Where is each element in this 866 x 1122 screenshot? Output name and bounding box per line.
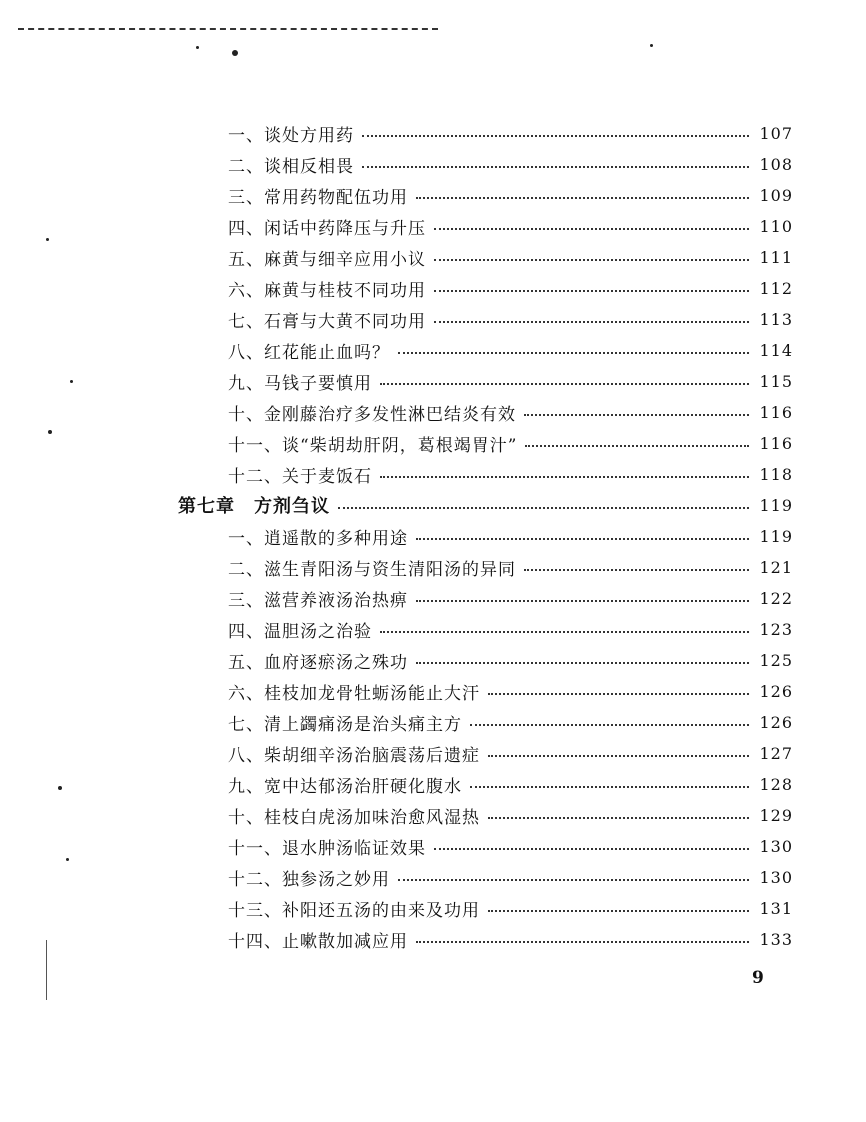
entry-page-number: 129 bbox=[759, 805, 793, 825]
toc-entry bbox=[228, 428, 793, 458]
dot-leader bbox=[434, 290, 749, 292]
entry-title: 三、滋营养液汤治热痹 bbox=[228, 590, 408, 611]
dot-leader bbox=[525, 445, 749, 447]
entry-title: 十一、谈“柴胡劫肝阴，葛根竭胃汁” bbox=[228, 435, 518, 456]
entry-page-number: 119 bbox=[759, 495, 793, 515]
entry-title: 十、桂枝白虎汤加味治愈风湿热 bbox=[228, 807, 480, 828]
entry-page-number: 111 bbox=[759, 247, 793, 267]
dot-leader bbox=[470, 724, 749, 726]
dot-leader bbox=[338, 507, 749, 509]
entry-page-number: 122 bbox=[759, 588, 793, 608]
entry-title: 八、柴胡细辛汤治脑震荡后遗症 bbox=[228, 745, 480, 766]
entry-page-number: 109 bbox=[759, 185, 793, 205]
page-number: 9 bbox=[752, 968, 764, 988]
entry-title: 第七章 方剂刍议 bbox=[178, 496, 330, 517]
scan-top-rule bbox=[18, 28, 438, 30]
toc-entry bbox=[228, 366, 793, 396]
entry-page-number: 108 bbox=[759, 154, 793, 174]
toc-entry bbox=[228, 893, 793, 923]
toc-entry bbox=[228, 707, 793, 737]
entry-title: 五、血府逐瘀汤之殊功 bbox=[228, 652, 408, 673]
toc-entry bbox=[228, 211, 793, 241]
entry-page-number: 125 bbox=[759, 650, 793, 670]
dot-leader bbox=[380, 631, 749, 633]
toc-entry bbox=[228, 273, 793, 303]
entry-page-number: 128 bbox=[759, 774, 793, 794]
entry-page-number: 121 bbox=[759, 557, 793, 577]
entry-page-number: 131 bbox=[759, 898, 793, 918]
entry-page-number: 114 bbox=[759, 340, 793, 360]
dot-leader bbox=[488, 693, 749, 695]
toc-entry bbox=[228, 118, 793, 148]
entry-page-number: 115 bbox=[759, 371, 793, 391]
dot-leader bbox=[470, 786, 749, 788]
entry-title: 九、马钱子要慎用 bbox=[228, 373, 372, 394]
entry-title: 六、桂枝加龙骨牡蛎汤能止大汗 bbox=[228, 683, 480, 704]
entry-title: 二、谈相反相畏 bbox=[228, 156, 354, 177]
scan-speck bbox=[66, 858, 69, 861]
dot-leader bbox=[434, 259, 749, 261]
toc-entry bbox=[228, 149, 793, 179]
toc-entry bbox=[228, 304, 793, 334]
entry-title: 七、石膏与大黄不同功用 bbox=[228, 311, 426, 332]
entry-page-number: 110 bbox=[759, 216, 793, 236]
entry-page-number: 126 bbox=[759, 712, 793, 732]
entry-title: 十四、止嗽散加减应用 bbox=[228, 931, 408, 952]
chapter-heading-row bbox=[178, 490, 793, 520]
entry-page-number: 118 bbox=[759, 464, 793, 484]
toc-entry bbox=[228, 335, 793, 365]
entry-title: 一、谈处方用药 bbox=[228, 125, 354, 146]
entry-page-number: 113 bbox=[759, 309, 793, 329]
toc-entry bbox=[228, 521, 793, 551]
dot-leader bbox=[488, 755, 749, 757]
scan-speck bbox=[196, 46, 199, 49]
entry-page-number: 119 bbox=[759, 526, 793, 546]
entry-title: 四、温胆汤之治验 bbox=[228, 621, 372, 642]
dot-leader bbox=[398, 879, 749, 881]
scan-speck bbox=[58, 786, 62, 790]
entry-page-number: 130 bbox=[759, 836, 793, 856]
toc-entry bbox=[228, 738, 793, 768]
dot-leader bbox=[380, 476, 749, 478]
entry-title: 六、麻黄与桂枝不同功用 bbox=[228, 280, 426, 301]
dot-leader bbox=[434, 848, 749, 850]
scan-speck bbox=[232, 50, 238, 56]
dot-leader bbox=[434, 228, 749, 230]
toc-entry bbox=[228, 645, 793, 675]
entry-title: 十一、退水肿汤临证效果 bbox=[228, 838, 426, 859]
dot-leader bbox=[416, 197, 749, 199]
dot-leader bbox=[398, 352, 749, 354]
toc-entry bbox=[228, 800, 793, 830]
entry-page-number: 130 bbox=[759, 867, 793, 887]
dot-leader bbox=[524, 569, 749, 571]
entry-title: 九、宽中达郁汤治肝硬化腹水 bbox=[228, 776, 462, 797]
scan-margin-line bbox=[46, 940, 47, 1000]
dot-leader bbox=[416, 662, 749, 664]
toc-entry bbox=[228, 242, 793, 272]
entry-title: 八、红花能止血吗？ bbox=[228, 342, 390, 363]
toc-entry bbox=[228, 769, 793, 799]
entry-title: 十二、关于麦饭石 bbox=[228, 466, 372, 487]
scan-speck bbox=[48, 430, 52, 434]
entry-page-number: 112 bbox=[759, 278, 793, 298]
entry-page-number: 126 bbox=[759, 681, 793, 701]
scan-speck bbox=[70, 380, 73, 383]
toc-entry bbox=[228, 831, 793, 861]
dot-leader bbox=[362, 166, 749, 168]
entry-title: 一、逍遥散的多种用途 bbox=[228, 528, 408, 549]
scan-speck bbox=[650, 44, 653, 47]
toc-entry bbox=[228, 924, 793, 954]
entry-title: 十二、独参汤之妙用 bbox=[228, 869, 390, 890]
dot-leader bbox=[362, 135, 749, 137]
dot-leader bbox=[524, 414, 749, 416]
toc-entry bbox=[228, 583, 793, 613]
entry-title: 四、闲话中药降压与升压 bbox=[228, 218, 426, 239]
entry-title: 十三、补阳还五汤的由来及功用 bbox=[228, 900, 480, 921]
entry-page-number: 116 bbox=[759, 402, 793, 422]
dot-leader bbox=[416, 600, 749, 602]
dot-leader bbox=[434, 321, 749, 323]
toc-entry bbox=[228, 459, 793, 489]
toc-entry bbox=[228, 180, 793, 210]
entry-title: 七、清上蠲痛汤是治头痛主方 bbox=[228, 714, 462, 735]
toc-entry bbox=[228, 552, 793, 582]
entry-title: 三、常用药物配伍功用 bbox=[228, 187, 408, 208]
dot-leader bbox=[416, 941, 749, 943]
entry-title: 十、金刚藤治疗多发性淋巴结炎有效 bbox=[228, 404, 516, 425]
entry-page-number: 127 bbox=[759, 743, 793, 763]
dot-leader bbox=[380, 383, 749, 385]
entry-page-number: 133 bbox=[759, 929, 793, 949]
entry-title: 五、麻黄与细辛应用小议 bbox=[228, 249, 426, 270]
dot-leader bbox=[488, 910, 749, 912]
entry-page-number: 123 bbox=[759, 619, 793, 639]
toc-entry bbox=[228, 676, 793, 706]
scan-speck bbox=[46, 238, 49, 241]
entry-title: 二、滋生青阳汤与资生清阳汤的异同 bbox=[228, 559, 516, 580]
entry-page-number: 116 bbox=[759, 433, 793, 453]
toc-entry bbox=[228, 397, 793, 427]
dot-leader bbox=[488, 817, 749, 819]
entry-page-number: 107 bbox=[759, 123, 793, 143]
toc-entry bbox=[228, 862, 793, 892]
toc-entry bbox=[228, 614, 793, 644]
dot-leader bbox=[416, 538, 749, 540]
